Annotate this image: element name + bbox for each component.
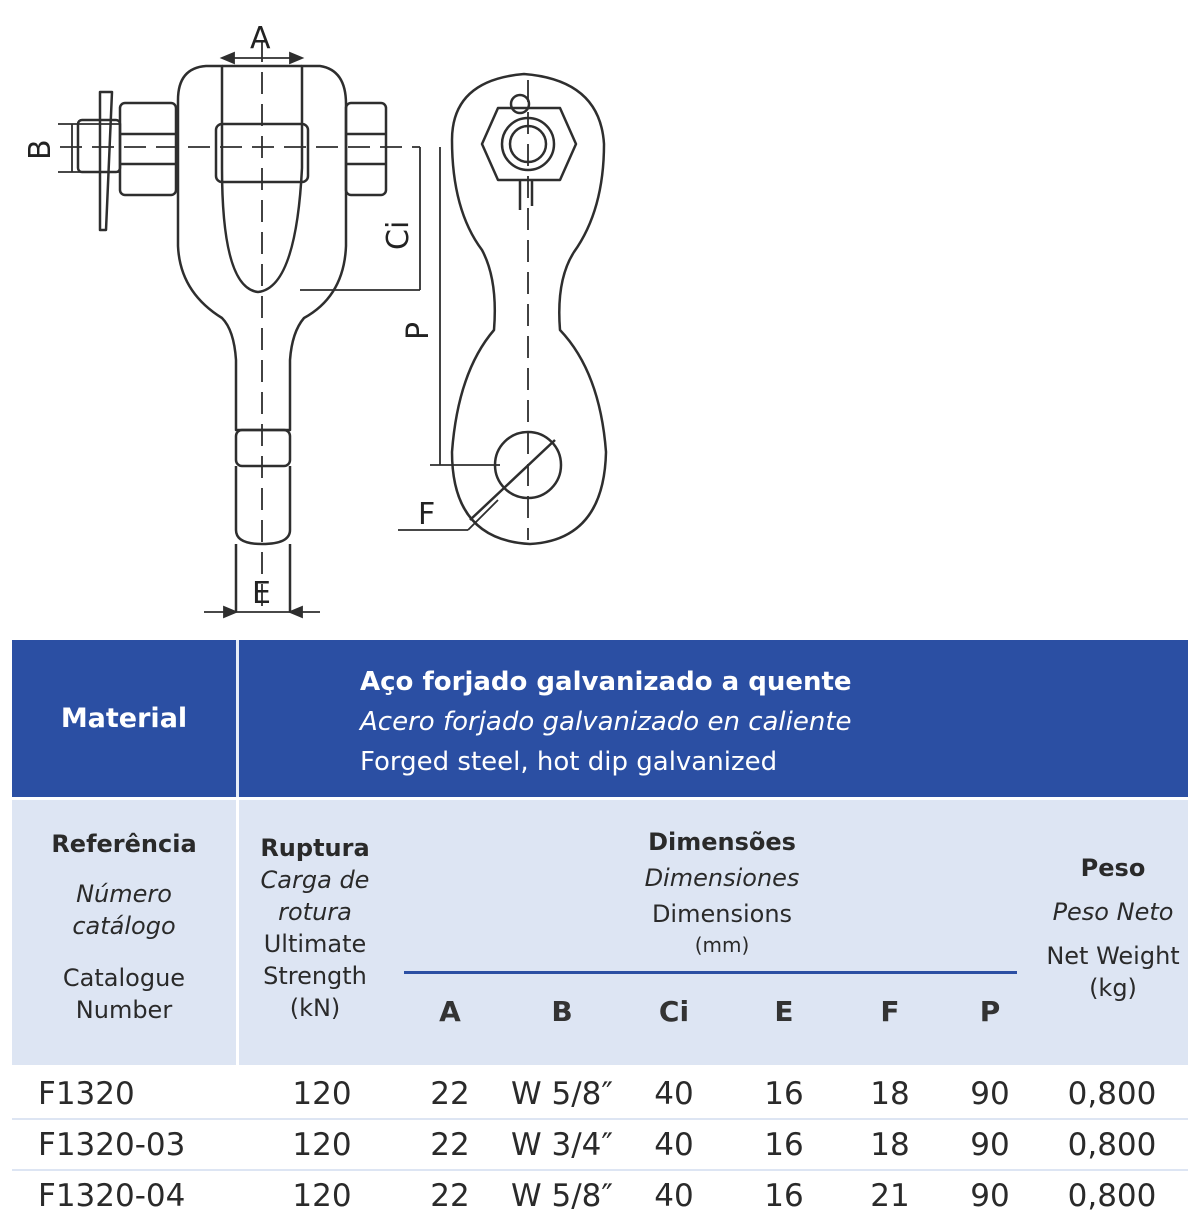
cell-a: 22 bbox=[430, 1127, 470, 1163]
cell-e: 16 bbox=[764, 1076, 804, 1112]
material-es: Acero forjado galvanizado en caliente bbox=[360, 707, 852, 737]
cell-ci: 40 bbox=[654, 1076, 694, 1112]
cell-a: 22 bbox=[430, 1178, 470, 1214]
cell-ref: F1320-03 bbox=[38, 1127, 186, 1163]
cell-b: W 5/8″ bbox=[511, 1076, 613, 1112]
weight-es: Peso Neto bbox=[1052, 898, 1174, 926]
cell-f: 18 bbox=[870, 1076, 910, 1112]
ref-es-2: catálogo bbox=[72, 912, 176, 940]
cell-a: 22 bbox=[430, 1076, 470, 1112]
side-view-outline bbox=[452, 74, 606, 544]
col-header-ci: Ci bbox=[658, 995, 690, 1028]
cell-rupture: 120 bbox=[292, 1076, 352, 1112]
dims-es: Dimensiones bbox=[644, 864, 800, 892]
row-divider bbox=[12, 1118, 1188, 1120]
rupture-en-2: Strength bbox=[263, 962, 367, 990]
dim-label-e: E bbox=[252, 576, 271, 611]
cell-p: 90 bbox=[970, 1178, 1010, 1214]
cell-p: 90 bbox=[970, 1127, 1010, 1163]
rupture-es-2: rotura bbox=[278, 898, 352, 926]
material-bar bbox=[12, 640, 1188, 797]
weight-en: Net Weight bbox=[1046, 942, 1180, 970]
material-divider bbox=[236, 640, 239, 797]
cell-ref: F1320-04 bbox=[38, 1178, 186, 1214]
cell-ci: 40 bbox=[654, 1178, 694, 1214]
cell-e: 16 bbox=[764, 1127, 804, 1163]
material-pt: Aço forjado galvanizado a quente bbox=[360, 667, 852, 697]
cell-ci: 40 bbox=[654, 1127, 694, 1163]
dim-label-a: A bbox=[250, 21, 271, 56]
header-reference bbox=[12, 828, 236, 1026]
table-row bbox=[12, 1172, 1188, 1220]
rupture-unit: (kN) bbox=[289, 994, 341, 1022]
header-dimensions bbox=[572, 824, 872, 958]
dim-label-f: F bbox=[418, 497, 436, 532]
header-rupture bbox=[248, 832, 382, 1024]
ref-pt: Referência bbox=[51, 830, 197, 858]
header-weight bbox=[1028, 852, 1198, 1004]
dimensions-rule bbox=[404, 971, 1017, 974]
weight-pt: Peso bbox=[1080, 854, 1146, 882]
cell-f: 18 bbox=[870, 1127, 910, 1163]
ref-en-1: Catalogue bbox=[62, 964, 186, 992]
dim-label-p: P bbox=[401, 321, 436, 340]
cell-weight: 0,800 bbox=[1067, 1127, 1157, 1163]
rupture-pt: Ruptura bbox=[260, 834, 370, 862]
rupture-es-1: Carga de bbox=[260, 866, 370, 894]
cell-ref: F1320 bbox=[38, 1076, 135, 1112]
shank-ring bbox=[236, 430, 290, 466]
weight-unit: (kg) bbox=[1089, 974, 1137, 1002]
col-header-a: A bbox=[439, 995, 461, 1028]
spec-table bbox=[12, 640, 1188, 1220]
row-divider bbox=[12, 1169, 1188, 1171]
table-row bbox=[12, 1121, 1188, 1169]
material-en: Forged steel, hot dip galvanized bbox=[360, 747, 778, 777]
cell-weight: 0,800 bbox=[1067, 1076, 1157, 1112]
cell-weight: 0,800 bbox=[1067, 1178, 1157, 1214]
cell-rupture: 120 bbox=[292, 1127, 352, 1163]
material-label: Material bbox=[60, 703, 188, 734]
dims-unit: (mm) bbox=[694, 933, 750, 957]
ref-es-1: Número bbox=[76, 880, 172, 908]
cell-b: W 5/8″ bbox=[511, 1178, 613, 1214]
cell-rupture: 120 bbox=[292, 1178, 352, 1214]
cell-e: 16 bbox=[764, 1178, 804, 1214]
col-header-e: E bbox=[774, 995, 794, 1028]
left-nut bbox=[120, 103, 176, 195]
dims-en: Dimensions bbox=[651, 900, 793, 928]
dim-label-ci: Ci bbox=[381, 220, 416, 250]
dims-pt: Dimensões bbox=[648, 828, 796, 856]
table-row bbox=[12, 1070, 1188, 1118]
material-description bbox=[360, 662, 852, 782]
cell-f: 21 bbox=[870, 1178, 910, 1214]
col-header-f: F bbox=[880, 995, 900, 1028]
rupture-en-1: Ultimate bbox=[263, 930, 367, 958]
cell-b: W 3/4″ bbox=[511, 1127, 613, 1163]
dim-label-b: B bbox=[23, 139, 58, 160]
ref-en-2: Number bbox=[75, 996, 173, 1024]
right-nut bbox=[346, 103, 386, 195]
cell-p: 90 bbox=[970, 1076, 1010, 1112]
col-header-p: P bbox=[979, 995, 1001, 1028]
col-header-b: B bbox=[551, 995, 573, 1028]
